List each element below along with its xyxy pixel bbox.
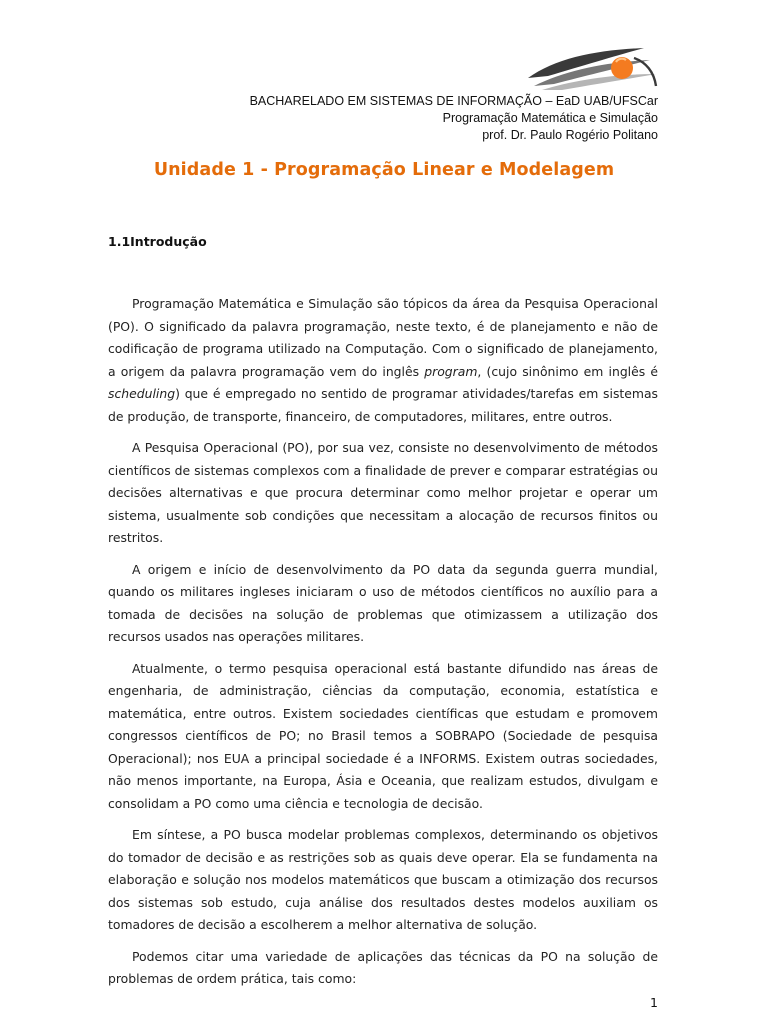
paragraph-5: Em síntese, a PO busca modelar problemas complexos, determinando os objetivos do tomador de decisão e as restrições sob as quais deve operar. Ela se fundamenta na elaboração e solução nos modelos matemáticos que buscam a otimização dos recursos dos sistemas sob estudo, cuja análise dos resultados destes modelos auxiliam os tomadores de decisão a escolherem a melhor alternativa de solução.	[108, 827, 658, 932]
paragraph-6: Podemos citar uma variedade de aplicações das técnicas da PO na solução de problemas de ordem prática, tais como:	[108, 948, 658, 986]
paragraph-2: A Pesquisa Operacional (PO), por sua vez, consiste no desenvolvimento de métodos científicos de sistemas complexos com a finalidade de prever e comparar estratégias ou decisões alternativas e que procura determinar como melhor projetar e operar um sistema, usualmente sob condições que necessitam a alocação de recursos finitos ou restritos.	[108, 440, 658, 545]
paragraph-1: Programação Matemática e Simulação são tópicos da área da Pesquisa Operacional (PO). O significado da palavra programação, neste texto, é de planejamento e não de codificação de programa utilizado na Computação. Com o significado de planejamento, a origem da palavra programação vem do inglês program, (cujo sinônimo em inglês é scheduling) que é empregado no sentido de programar atividades/tarefas em sistemas de produção, de transporte, financeiro, de computadores, militares, entre outros.	[108, 296, 658, 424]
unit-title: Unidade 1 - Programação Linear e Modelagem	[153, 160, 615, 180]
paragraph-3: A origem e início de desenvolvimento da PO data da segunda guerra mundial, quando os militares ingleses iniciaram o uso de métodos científicos no auxílio para a tomada de decisões na solução de problemas que otimizassem a utilização dos recursos usados nas operações militares.	[108, 561, 658, 644]
page-number: 1	[650, 995, 658, 1010]
document-header	[250, 93, 658, 144]
professor-name: prof. Dr. Paulo Rogério Politano	[482, 128, 658, 142]
subject-name: Programação Matemática e Simulação	[442, 111, 658, 125]
university-logo-icon	[526, 44, 662, 94]
body-text	[108, 293, 658, 1000]
course-name: BACHARELADO EM SISTEMAS DE INFORMAÇÃO – EaD UAB/UFSCar	[249, 94, 658, 108]
section-heading: 1.1Introdução	[108, 234, 207, 249]
italic-term-program: program	[424, 363, 478, 379]
italic-term-scheduling: scheduling	[108, 386, 176, 401]
paragraph-4: Atualmente, o termo pesquisa operacional está bastante difundido nas áreas de engenharia, de administração, ciências da computação, economia, estatística e matemática, entre outros. Existem sociedades científicas que estudam e promovem congressos científicos de PO; no Brasil temos a SOBRAPO (Sociedade de pesquisa Operacional); nos EUA a principal sociedade é a INFORMS. Existem outras sociedades, não menos importante, na Europa, Ásia e Oceania, que realizam estudos, divulgam e consolidam a PO como uma ciência e tecnologia de decisão.	[108, 660, 658, 811]
